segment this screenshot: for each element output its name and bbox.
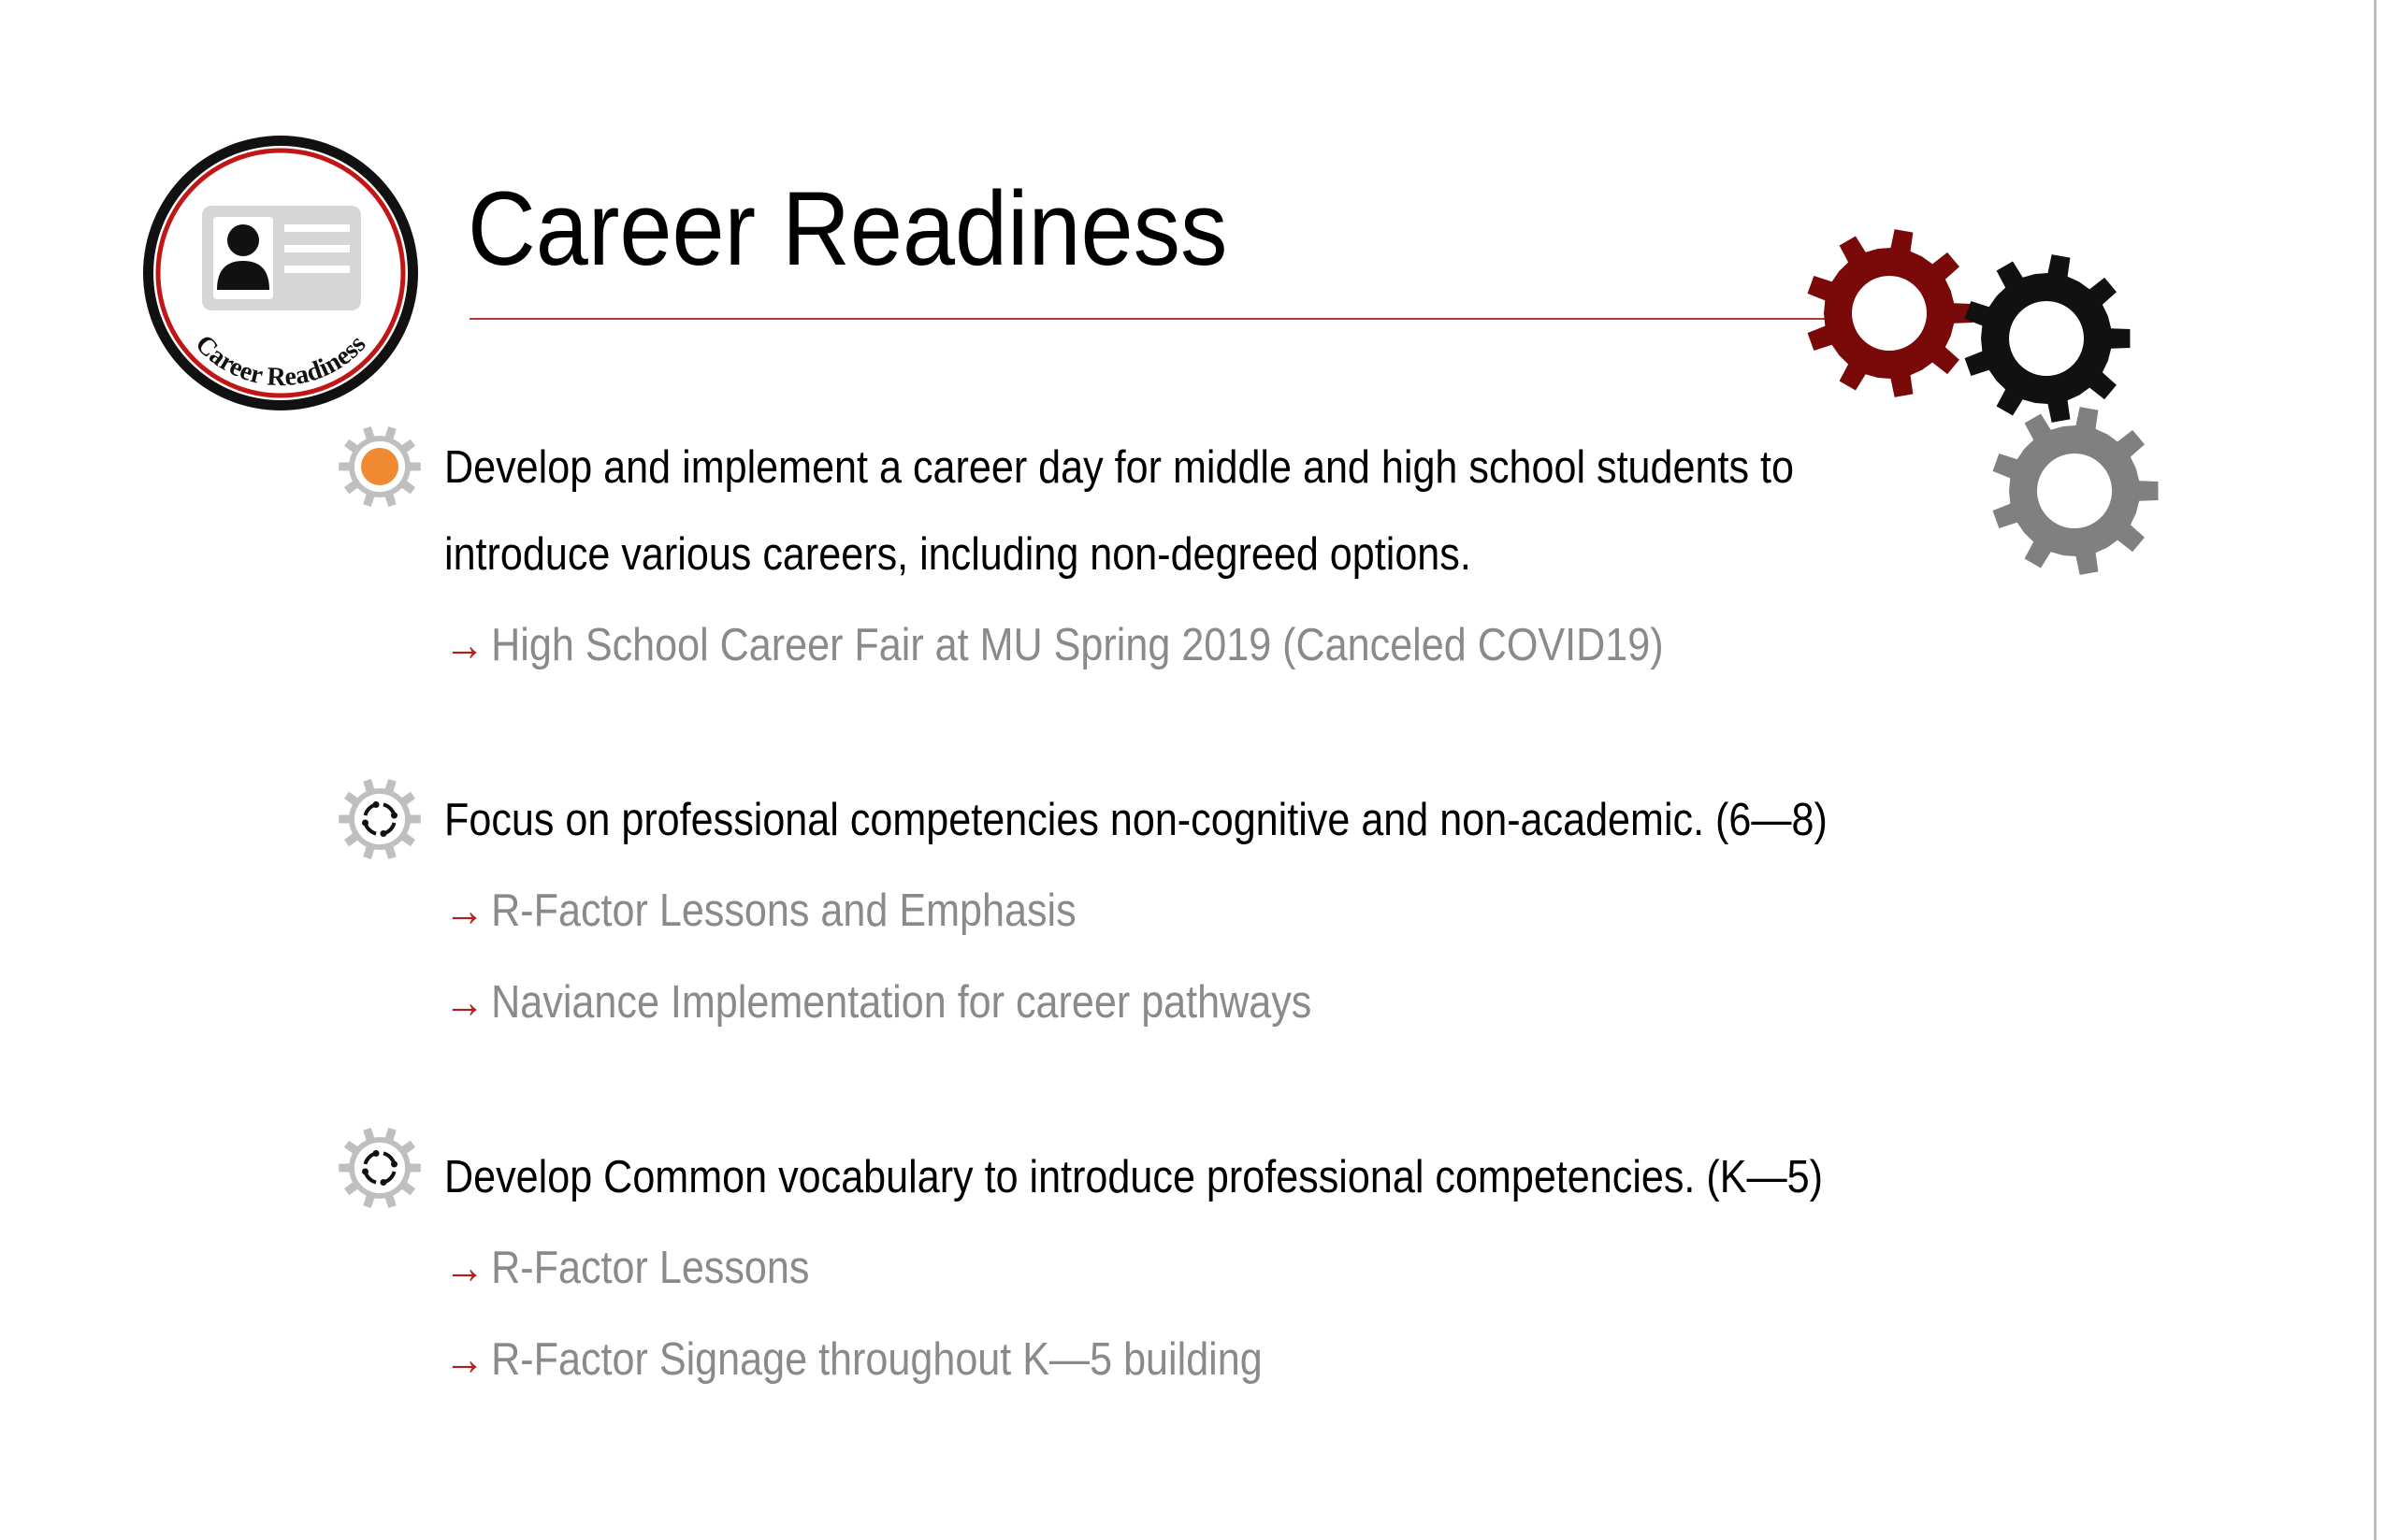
list-item (444, 617, 1664, 673)
gray-gear-icon (1993, 407, 2159, 575)
section-2-item-2: Naviance Implementation for career pathways (491, 977, 1312, 1028)
section-3-item-2: R-Factor Signage throughout K—5 building (491, 1334, 1263, 1385)
list-item (444, 1331, 1263, 1388)
arrow-icon: → (444, 977, 485, 1028)
section-2-line-1: Focus on professional competencies non-cognitive and non-academic. (6—8) (444, 795, 1828, 845)
list-item (444, 883, 1077, 939)
slide-title: Career Readiness (468, 170, 1228, 287)
logo-badge-text: Career Readiness (189, 329, 372, 393)
cycle-gear-icon (337, 1125, 423, 1211)
list-item (444, 974, 1311, 1030)
slide-edge-divider (2374, 0, 2377, 1540)
career-readiness-logo (138, 131, 423, 415)
title-underline (470, 318, 1826, 320)
cycle-gear-icon (337, 776, 423, 862)
section-3-line-1: Develop Common vocabulary to introduce professional competencies. (K—5) (444, 1152, 1823, 1202)
gears-decoration (1805, 224, 2170, 580)
list-item (444, 1240, 809, 1296)
section-3-item-1: R-Factor Lessons (491, 1243, 810, 1293)
section-1-line-2: introduce various careers, including non-degreed options. (444, 529, 1471, 580)
arrow-icon: → (444, 1334, 485, 1385)
section-1-item-1: High School Career Fair at MU Spring 2019 (Canceled COVID19) (491, 620, 1664, 670)
arrow-icon: → (444, 1243, 485, 1293)
section-1-line-1: Develop and implement a career day for middle and high school students to (444, 442, 1794, 493)
person-icon (227, 224, 259, 256)
section-2-item-1: R-Factor Lessons and Emphasis (491, 885, 1077, 936)
arrow-icon: → (444, 620, 485, 670)
arrow-icon: → (444, 885, 485, 936)
black-gear-icon (1965, 254, 2131, 423)
red-gear-icon (1808, 229, 1973, 397)
orange-dot-gear-icon (337, 424, 423, 510)
